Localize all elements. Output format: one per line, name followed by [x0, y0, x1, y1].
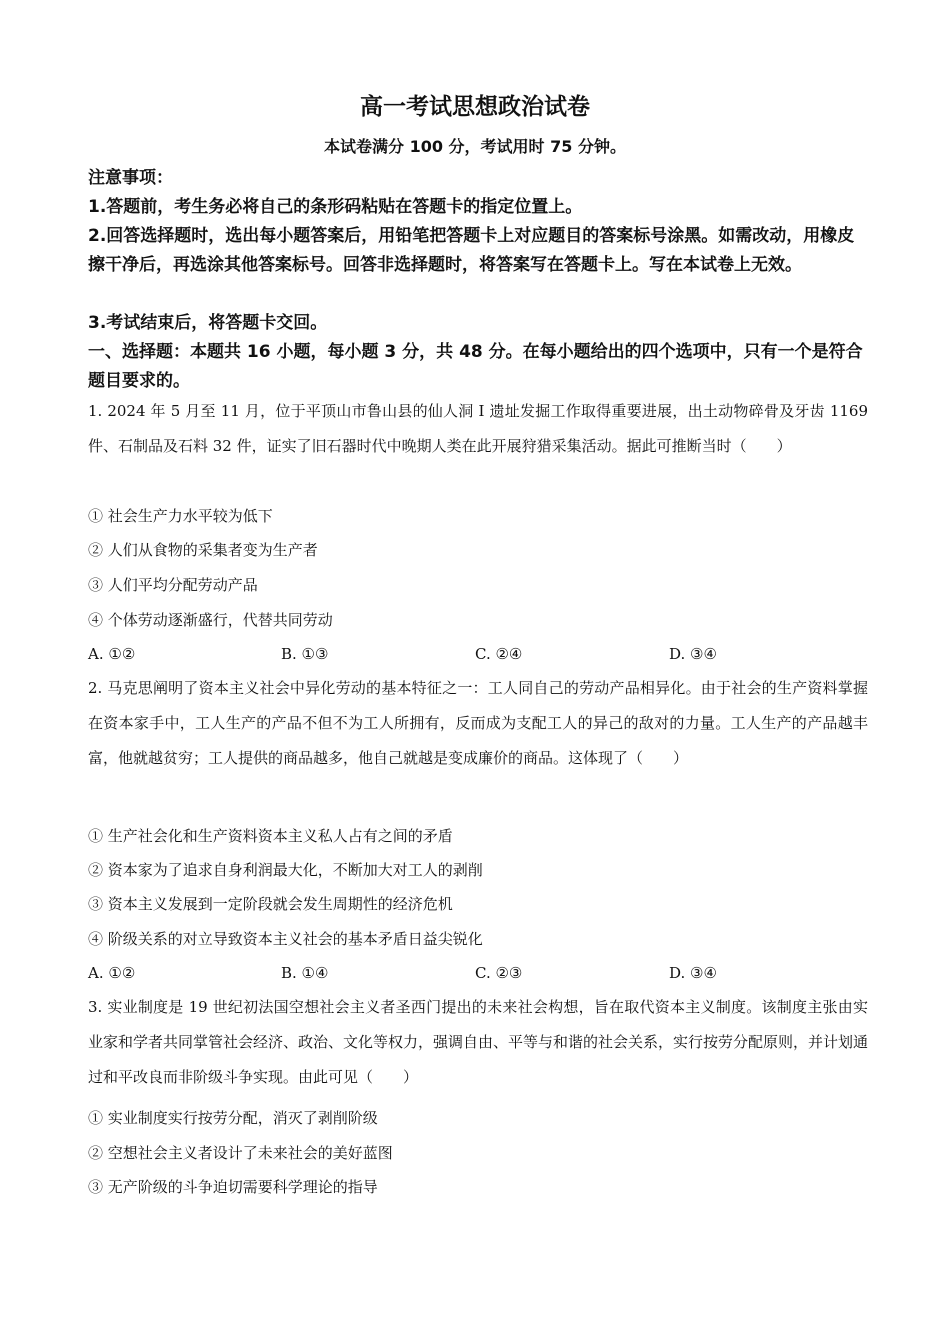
choice-a: A. ①② — [88, 964, 136, 982]
page-title: 高一考试思想政治试卷 — [360, 94, 590, 120]
choice-d: D. ③④ — [669, 964, 717, 982]
question-3-stem: 3. 实业制度是 19 世纪初法国空想社会主义者圣西门提出的未来社会构想，旨在取代资本主义制度。该制度主张由实业家和学者共同掌管社会经济、政治、文化等权力，强调自由、平等与和谐的社会关系，实行按劳分配原则，并计划通过和平改良而非阶级斗争实现。由此可见（ ） — [88, 998, 869, 1086]
question-1-option: ④ 个体劳动逐渐盛行，代替共同劳动 — [88, 611, 333, 629]
notice-item-2: 2.回答选择题时，选出每小题答案后，用铅笔把答题卡上对应题目的答案标号涂黑。如需改动，用橡皮擦干净后，再选涂其他答案标号。回答非选择题时，将答案写在答题卡上。写在本试卷上无效。 — [88, 226, 855, 275]
question-2-option: ① 生产社会化和生产资料资本主义私人占有之间的矛盾 — [88, 827, 453, 845]
question-3-option: ② 空想社会主义者设计了未来社会的美好蓝图 — [88, 1144, 393, 1162]
choice-a: A. ①② — [88, 645, 136, 663]
question-2-stem: 2. 马克思阐明了资本主义社会中异化劳动的基本特征之一：工人同自己的劳动产品相异化。由于社会的生产资料掌握在资本家手中，工人生产的产品不但不为工人所拥有，反而成为支配工人的异己的敌对的力量。工人生产的产品越丰富，他就越贫穷；工人提供的商品越多，他自己就越是变成廉价的商品。这体现了（ ） — [88, 679, 868, 767]
section-heading: 一、选择题：本题共 16 小题，每小题 3 分，共 48 分。在每小题给出的四个选项中，只有一个是符合题目要求的。 — [88, 342, 863, 391]
question-2-option: ④ 阶级关系的对立导致资本主义社会的基本矛盾日益尖锐化 — [88, 930, 483, 948]
choice-c: C. ②④ — [475, 645, 523, 663]
notice-heading: 注意事项： — [88, 168, 173, 188]
question-3-option: ③ 无产阶级的斗争迫切需要科学理论的指导 — [88, 1178, 378, 1196]
question-3-option: ① 实业制度实行按劳分配，消灭了剥削阶级 — [88, 1109, 378, 1127]
question-1-option: ① 社会生产力水平较为低下 — [88, 507, 273, 525]
question-1-stem: 1. 2024 年 5 月至 11 月，位于平顶山市鲁山县的仙人洞 I 遗址发掘工作取得重要进展，出土动物碎骨及牙齿 1169 件、石制品及石料 32 件，证实了旧石器时代中晚期人类在此开展狩猎采集活动。据此可推断当时（ ） — [88, 402, 868, 455]
question-1-option: ③ 人们平均分配劳动产品 — [88, 576, 258, 594]
choice-c: C. ②③ — [475, 964, 523, 982]
choice-b: B. ①④ — [281, 964, 329, 982]
exam-info: 本试卷满分 100 分，考试用时 75 分钟。 — [324, 137, 626, 156]
choice-b: B. ①③ — [281, 645, 329, 663]
notice-item-1: 1.答题前，考生务必将自己的条形码粘贴在答题卡的指定位置上。 — [88, 197, 583, 217]
question-2-option: ② 资本家为了追求自身利润最大化，不断加大对工人的剥削 — [88, 861, 483, 879]
notice-item-3: 3.考试结束后，将答题卡交回。 — [88, 313, 328, 333]
question-2-option: ③ 资本主义发展到一定阶段就会发生周期性的经济危机 — [88, 895, 453, 913]
choice-d: D. ③④ — [669, 645, 717, 663]
question-1-option: ② 人们从食物的采集者变为生产者 — [88, 541, 318, 559]
